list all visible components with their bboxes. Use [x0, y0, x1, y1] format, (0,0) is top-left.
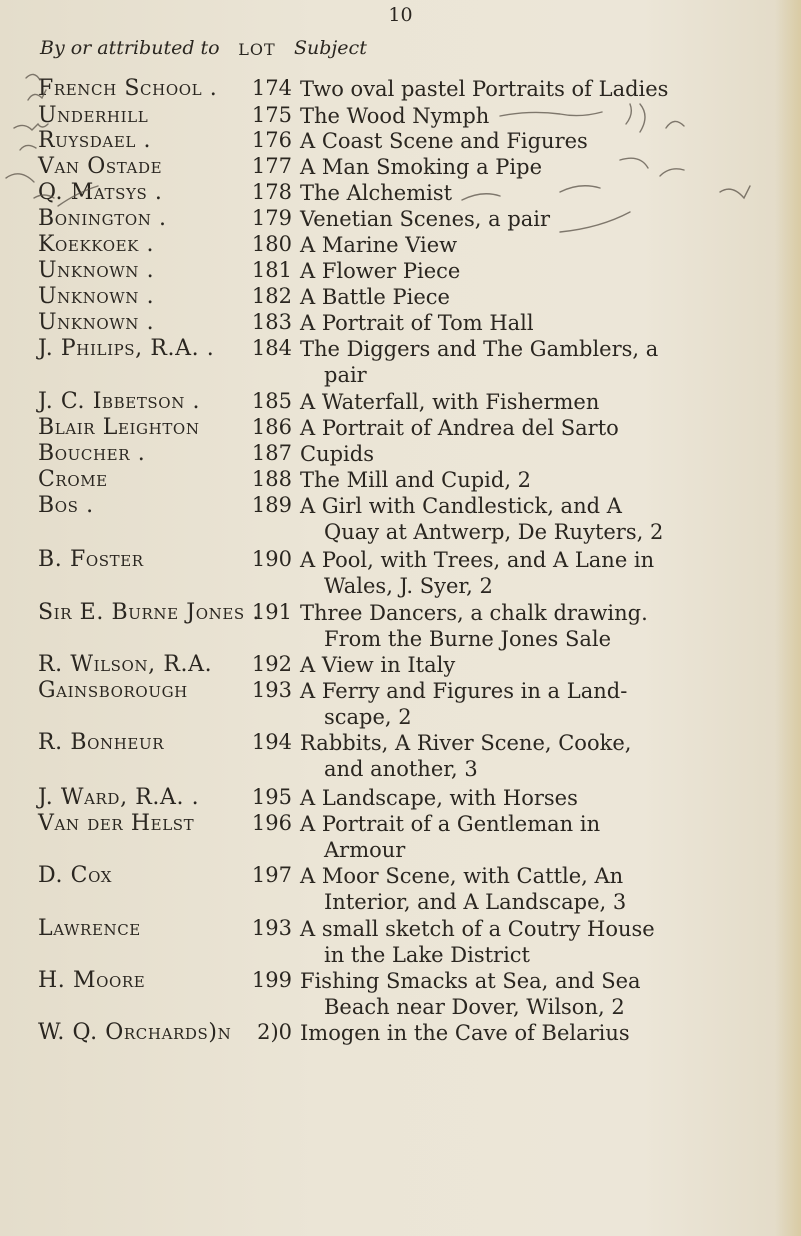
lot-number: 186	[251, 415, 292, 439]
artist-name: Unknown .	[38, 310, 155, 335]
artist-name: Sir E. Burne Jones .	[38, 600, 260, 625]
lot-number: 178	[251, 180, 292, 204]
lot-number: 181	[251, 258, 292, 282]
page-edge-shadow	[775, 0, 801, 1236]
lot-subject	[300, 968, 770, 1020]
lot-number: 196	[251, 811, 292, 835]
lot-subject	[300, 493, 770, 545]
lot-subject	[300, 415, 770, 441]
subject-line: A View in Italy	[300, 653, 456, 677]
lot-subject	[300, 389, 770, 415]
artist-name: Koekkoek .	[38, 232, 155, 257]
artist-name: Bos .	[38, 493, 94, 518]
subject-line: A Ferry and Figures in a Land-	[300, 679, 628, 703]
lot-number: 174	[251, 76, 292, 100]
subject-line: Beach near Dover, Wilson, 2	[324, 995, 625, 1019]
lot-number: 2)0	[257, 1020, 292, 1044]
lot-number: 194	[251, 730, 292, 754]
artist-name: Boucher .	[38, 441, 146, 466]
lot-number: 191	[251, 600, 292, 624]
subject-line: A Pool, with Trees, and A Lane in	[300, 548, 655, 572]
lot-subject	[300, 652, 770, 678]
lot-subject	[300, 600, 770, 652]
artist-name: Gainsborough	[38, 678, 188, 703]
subject-line: Imogen in the Cave of Belarius	[300, 1021, 630, 1045]
lot-subject	[300, 310, 770, 336]
lot-subject	[300, 547, 770, 599]
lot-number: 176	[251, 128, 292, 152]
subject-line: A Portrait of a Gentleman in	[300, 812, 601, 836]
subject-line: The Mill and Cupid, 2	[300, 468, 532, 492]
lot-number: 185	[251, 389, 292, 413]
artist-name: J. Ward, R.A. .	[38, 785, 200, 810]
artist-name: Underhill	[38, 103, 149, 128]
subject-line: A Waterfall, with Fishermen	[300, 390, 600, 414]
subject-line: The Wood Nymph	[300, 104, 490, 128]
lot-subject	[300, 785, 770, 811]
lot-subject	[300, 441, 770, 467]
lot-subject	[300, 336, 770, 388]
subject-line: Three Dancers, a chalk drawing.	[300, 601, 648, 625]
lot-subject	[300, 206, 770, 232]
artist-name: Unknown .	[38, 284, 155, 309]
lot-number: 183	[251, 310, 292, 334]
lot-number: 193	[251, 916, 292, 940]
lot-number: 179	[251, 206, 292, 230]
subject-line: A Moor Scene, with Cattle, An	[300, 864, 624, 888]
subject-line: Venetian Scenes, a pair	[300, 207, 551, 231]
artist-name: Lawrence	[38, 916, 141, 941]
artist-name: D. Cox	[38, 863, 112, 888]
subject-line: Armour	[324, 838, 406, 862]
lot-number: 190	[251, 547, 292, 571]
artist-name: W. Q. Orchards)n	[38, 1020, 232, 1045]
lot-number: 180	[251, 232, 292, 256]
subject-line: The Alchemist	[300, 181, 453, 205]
subject-line: The Diggers and The Gamblers, a	[300, 337, 659, 361]
subject-line: Quay at Antwerp, De Ruyters, 2	[324, 520, 664, 544]
lot-number: 175	[251, 103, 292, 127]
subject-line: A small sketch of a Coutry House	[300, 917, 655, 941]
page-number: 10	[388, 4, 413, 26]
artist-name: J. Philips, R.A. .	[38, 336, 215, 361]
subject-line: Rabbits, A River Scene, Cooke,	[300, 731, 632, 755]
lot-subject	[300, 678, 770, 730]
artist-name: R. Wilson, R.A.	[38, 652, 213, 677]
subject-line: A Battle Piece	[300, 285, 450, 309]
lot-subject	[300, 467, 770, 493]
subject-line: A Man Smoking a Pipe	[300, 155, 543, 179]
lot-subject	[300, 103, 770, 129]
artist-name: Van der Helst	[38, 811, 195, 836]
artist-name: J. C. Ibbetson .	[38, 389, 201, 414]
subject-line: in the Lake District	[324, 943, 531, 967]
lot-subject	[300, 76, 770, 102]
lot-number: 192	[251, 652, 292, 676]
subject-line: A Girl with Candlestick, and A	[300, 494, 622, 518]
artist-name: Crome	[38, 467, 108, 492]
subject-line: A Portrait of Tom Hall	[300, 311, 534, 335]
artist-name: Ruysdael .	[38, 128, 152, 153]
lot-subject	[300, 916, 770, 968]
subject-line: Cupids	[300, 442, 374, 466]
lot-number: 187	[251, 441, 292, 465]
lot-number: 184	[251, 336, 292, 360]
subject-line: A Landscape, with Horses	[300, 786, 578, 810]
lot-number: 182	[251, 284, 292, 308]
lot-subject	[300, 863, 770, 915]
artist-name: Blair Leighton	[38, 415, 200, 440]
subject-line: Interior, and A Landscape, 3	[324, 890, 627, 914]
subject-line: Fishing Smacks at Sea, and Sea	[300, 969, 641, 993]
lot-number: 189	[251, 493, 292, 517]
subject-line: scape, 2	[324, 705, 412, 729]
subject-line: A Coast Scene and Figures	[300, 129, 588, 153]
lot-subject	[300, 730, 770, 782]
artist-name: Unknown .	[38, 258, 155, 283]
artist-name: R. Bonheur	[38, 730, 165, 755]
lot-number: 193	[251, 678, 292, 702]
artist-name: B. Foster	[38, 547, 144, 572]
lot-subject	[300, 284, 770, 310]
subject-line: pair	[324, 363, 367, 387]
lot-subject	[300, 1020, 770, 1046]
lot-number: 197	[251, 863, 292, 887]
lot-subject	[300, 232, 770, 258]
artist-name: Q. Matsys .	[38, 180, 163, 205]
subject-line: and another, 3	[324, 757, 478, 781]
subject-line: From the Burne Jones Sale	[324, 627, 612, 651]
subject-line: A Marine View	[300, 233, 458, 257]
subject-column-header: Subject	[294, 37, 367, 59]
artist-name: H. Moore	[38, 968, 146, 993]
lot-subject	[300, 180, 770, 206]
lot-subject	[300, 811, 770, 863]
subject-line: A Flower Piece	[300, 259, 461, 283]
lot-number: 195	[251, 785, 292, 809]
subject-line: A Portrait of Andrea del Sarto	[300, 416, 619, 440]
artist-column-header: By or attributed to	[40, 37, 220, 59]
lot-subject	[300, 258, 770, 284]
lot-number: 199	[251, 968, 292, 992]
lot-number: 177	[251, 154, 292, 178]
lot-column-header: LOT	[238, 40, 276, 59]
artist-name: Bonington .	[38, 206, 167, 231]
lot-number: 188	[251, 467, 292, 491]
artist-name: Van Ostade	[38, 154, 163, 179]
artist-name: French School .	[38, 76, 218, 101]
lot-subject	[300, 154, 770, 180]
subject-line: Two oval pastel Portraits of Ladies	[300, 77, 669, 101]
lot-subject	[300, 128, 770, 154]
subject-line: Wales, J. Syer, 2	[324, 574, 493, 598]
